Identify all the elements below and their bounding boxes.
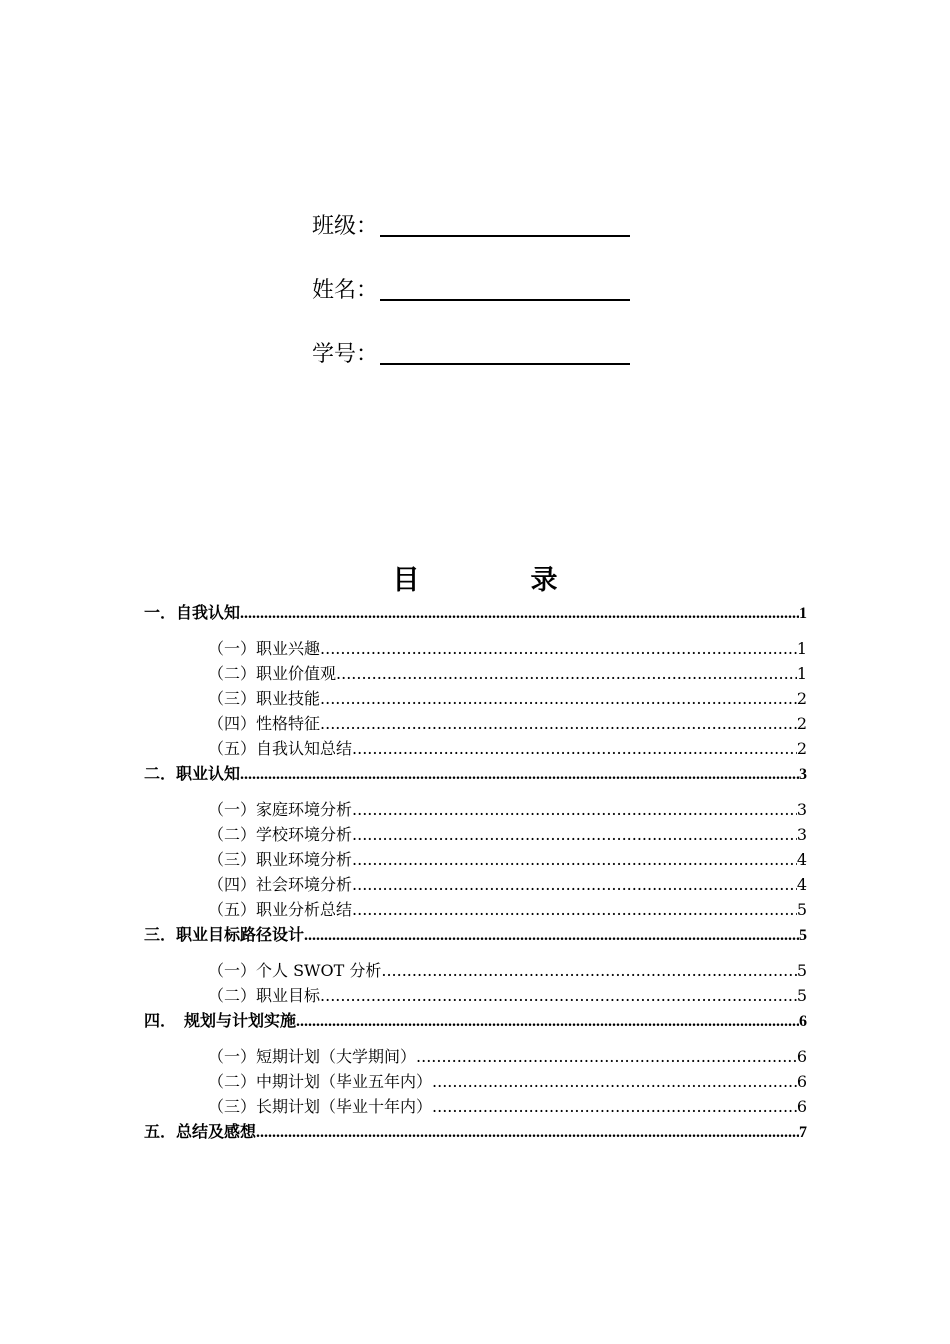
toc-entry[interactable] — [144, 600, 807, 625]
toc-entry-text: （一）家庭环境分析 — [208, 800, 353, 819]
toc-entry-page: 1 — [799, 605, 807, 622]
toc-entry-page: 6 — [799, 1013, 807, 1030]
toc-entry-text: （二）中期计划（毕业五年内） — [208, 1072, 433, 1091]
toc-entry[interactable] — [144, 686, 807, 711]
toc-entry[interactable] — [144, 1044, 807, 1069]
toc-entry-page: 1 — [796, 639, 807, 658]
toc-entry-text: （三）职业环境分析 — [208, 850, 353, 869]
toc-leader — [320, 639, 797, 658]
toc-leader — [352, 739, 797, 758]
toc-entry-text: （五）职业分析总结 — [208, 900, 353, 919]
student-id-input-line[interactable] — [380, 363, 630, 365]
toc-entry-page: 5 — [796, 986, 807, 1005]
student-id-label: 学号： — [312, 342, 379, 367]
toc-entry-text: 二．职业认知 — [144, 766, 241, 783]
toc-entry[interactable] — [144, 847, 807, 872]
toc-entry-page: 6 — [796, 1097, 807, 1116]
toc-entry[interactable] — [144, 822, 807, 847]
toc-entry-text: （三）长期计划（毕业十年内） — [208, 1097, 433, 1116]
toc-entry-page: 2 — [796, 689, 807, 708]
toc-entry-text: （四）性格特征 — [208, 714, 321, 733]
toc-entry[interactable] — [144, 661, 807, 686]
toc-entry-page: 2 — [796, 714, 807, 733]
toc-leader — [352, 875, 797, 894]
toc-entry[interactable] — [144, 922, 807, 947]
toc-leader — [240, 605, 799, 623]
toc-entry-page: 6 — [796, 1072, 807, 1091]
toc-leader — [352, 800, 797, 819]
toc-entry-page: 5 — [796, 961, 807, 980]
toc-leader — [320, 689, 797, 708]
toc-entry-page: 6 — [796, 1047, 807, 1066]
toc-entry-text: 五．总结及感想 — [144, 1124, 257, 1141]
toc-leader — [381, 961, 796, 980]
toc-entry-page: 1 — [796, 664, 807, 683]
toc-entry-page: 4 — [796, 875, 807, 894]
name-label: 姓名： — [312, 278, 379, 303]
toc-entry-page: 7 — [799, 1124, 807, 1141]
toc-leader — [320, 714, 797, 733]
toc-leader — [256, 1124, 799, 1142]
toc-entry-text: （三）职业技能 — [208, 689, 321, 708]
class-label: 班级： — [312, 214, 379, 239]
toc-entry[interactable] — [144, 958, 807, 983]
toc-entry-text: （一）短期计划（大学期间） — [208, 1047, 417, 1066]
toc-entry[interactable] — [144, 1008, 807, 1033]
toc-entry[interactable] — [144, 1119, 807, 1144]
toc-entry-page: 3 — [799, 766, 807, 783]
toc-entry-text: （二）职业目标 — [208, 986, 321, 1005]
class-field — [312, 206, 642, 240]
toc-entry-text: （一）职业兴趣 — [208, 639, 321, 658]
toc-leader — [432, 1072, 797, 1091]
toc-leader — [240, 766, 799, 784]
toc-title: 目 录 — [392, 565, 600, 596]
toc-entry[interactable] — [144, 1069, 807, 1094]
toc-entry-text: （二）学校环境分析 — [208, 825, 353, 844]
toc-entry[interactable] — [144, 897, 807, 922]
toc-entry[interactable] — [144, 711, 807, 736]
toc-entry-text: （二）职业价值观 — [208, 664, 337, 683]
toc-leader — [352, 850, 797, 869]
toc-entry[interactable] — [144, 983, 807, 1008]
toc-entry-text: 四． 规划与计划实施 — [144, 1013, 297, 1030]
toc-entry[interactable] — [144, 736, 807, 761]
toc-leader — [432, 1097, 797, 1116]
class-input-line[interactable] — [380, 235, 630, 237]
toc-entry-text: 三．职业目标路径设计 — [144, 927, 305, 944]
toc-entry-page: 5 — [796, 900, 807, 919]
toc-entry-text: （一）个人 SWOT 分析 — [208, 961, 382, 980]
name-field — [312, 270, 642, 304]
toc-entry[interactable] — [144, 797, 807, 822]
toc-leader — [304, 927, 799, 945]
toc-entry[interactable] — [144, 1094, 807, 1119]
toc-leader — [352, 825, 797, 844]
toc-entry-text: （四）社会环境分析 — [208, 875, 353, 894]
toc-entry-page: 3 — [796, 825, 807, 844]
student-id-field — [312, 334, 642, 368]
toc-entry-page: 2 — [796, 739, 807, 758]
toc-entry-page: 5 — [799, 927, 807, 944]
table-of-contents — [144, 600, 807, 1144]
toc-leader — [320, 986, 797, 1005]
toc-entry-page: 3 — [796, 800, 807, 819]
name-input-line[interactable] — [380, 299, 630, 301]
toc-leader — [296, 1013, 799, 1031]
toc-entry[interactable] — [144, 872, 807, 897]
toc-entry[interactable] — [144, 761, 807, 786]
toc-entry[interactable] — [144, 636, 807, 661]
toc-entry-text: （五）自我认知总结 — [208, 739, 353, 758]
toc-entry-text: 一．自我认知 — [144, 605, 241, 622]
toc-leader — [336, 664, 797, 683]
toc-entry-page: 4 — [796, 850, 807, 869]
toc-leader — [352, 900, 797, 919]
toc-leader — [416, 1047, 797, 1066]
